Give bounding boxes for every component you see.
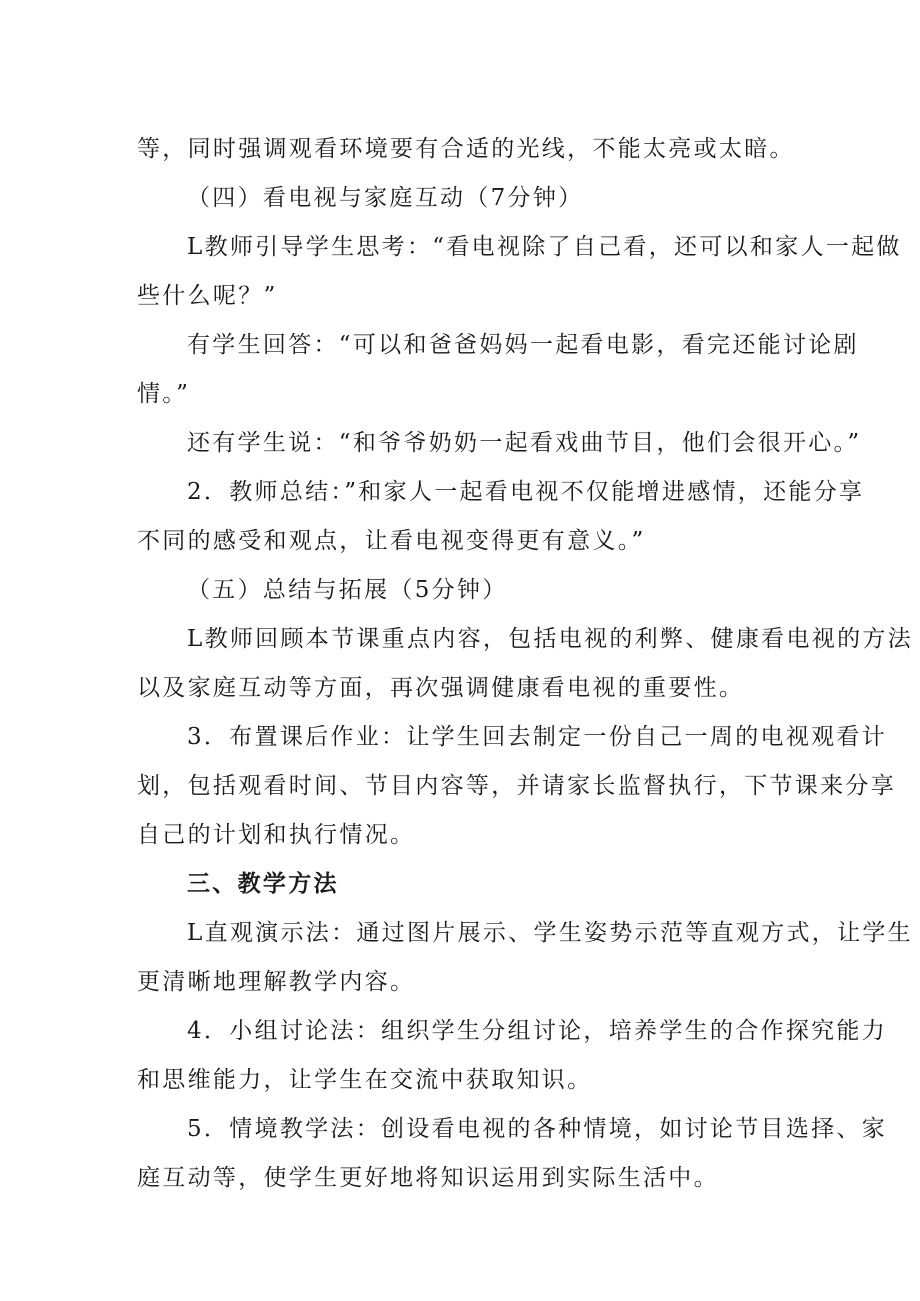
paragraph-line: 4．小组讨论法：组织学生分组讨论，培养学生的合作探究能力: [187, 1018, 888, 1044]
paragraph-line: 些什么呢？”: [137, 283, 278, 309]
section-heading-teaching-methods: 三、教学方法: [187, 871, 339, 897]
paragraph-line: L教师回顾本节课重点内容，包括电视的利弊、健康看电视的方法: [187, 626, 913, 652]
paragraph-line: 更清晰地理解教学内容。: [137, 969, 416, 995]
paragraph-line: 3．布置课后作业：让学生回去制定一份自己一周的电视观看计: [187, 724, 888, 750]
paragraph-line: 2．教师总结：”和家人一起看电视不仅能增进感情，还能分享: [187, 479, 865, 505]
paragraph-line: 等，同时强调观看环境要有合适的光线，不能太亮或太暗。: [137, 136, 795, 162]
paragraph-line: 5．情境教学法：创设看电视的各种情境，如讨论节目选择、家: [187, 1116, 888, 1142]
paragraph-line: L直观演示法：通过图片展示、学生姿势示范等直观方式，让学生: [187, 920, 913, 946]
section-heading-5: （五）总结与拓展（5分钟）: [187, 577, 508, 603]
paragraph-line: 和思维能力，让学生在交流中获取知识。: [137, 1067, 593, 1093]
paragraph-line: 以及家庭互动等方面，再次强调健康看电视的重要性。: [137, 675, 745, 701]
paragraph-line: 划，包括观看时间、节目内容等，并请家长监督执行，下节课来分享: [137, 773, 896, 799]
paragraph-line: 情。”: [137, 381, 191, 407]
section-heading-4: （四）看电视与家庭互动（7分钟）: [187, 185, 584, 211]
paragraph-line: 自己的计划和执行情况。: [137, 822, 416, 848]
paragraph-line: 庭互动等，使学生更好地将知识运用到实际生活中。: [137, 1165, 719, 1191]
paragraph-line: 有学生回答：“可以和爸爸妈妈一起看电影，看完还能讨论剧: [187, 332, 859, 358]
paragraph-line: 还有学生说：“和爷爷奶奶一起看戏曲节目，他们会很开心。”: [187, 430, 862, 456]
paragraph-line: L教师引导学生思考：“看电视除了自己看，还可以和家人一起做: [187, 234, 902, 260]
paragraph-line: 不同的感受和观点，让看电视变得更有意义。”: [137, 528, 646, 554]
